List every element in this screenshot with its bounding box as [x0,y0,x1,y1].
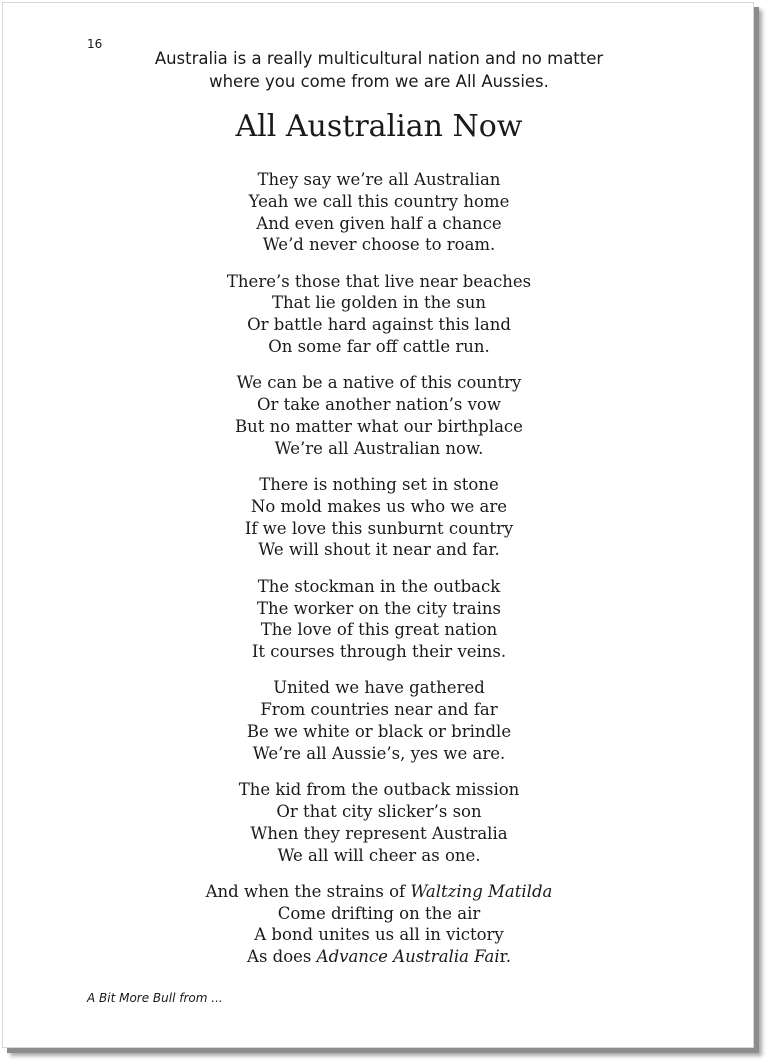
poem-line [103,881,655,903]
poem-line: Or take another nation’s vow [257,395,501,415]
poem-line: We’d never choose to roam. [262,235,496,255]
poem-line: On some far off cattle run. [268,337,490,357]
poem-line: Be we white or black or brindle [246,722,512,742]
stanza-8 [103,881,655,968]
poem-line: They say we’re all Australian [257,170,501,189]
poem-line: A bond unites us all in victory [254,925,504,945]
poem-line: Yeah we call this country home [248,191,510,211]
poem-line: Come drifting on the air [277,903,481,923]
poem-line: If we love this sunburnt country [244,518,514,538]
poem-line: We can be a native of this country [236,373,522,393]
poem-line: There’s those that live near beaches [226,271,532,291]
line-text: r. [499,947,511,967]
stanza-6 [103,677,655,764]
line-text: As does [247,947,317,967]
poem-line: The love of this great nation [260,620,498,640]
page-number: 16 [87,37,103,51]
poem-line: The worker on the city trains [257,598,501,618]
poem-line: No mold makes us who we are [250,496,508,516]
poem-line: When they represent Australia [250,823,508,843]
poem-line: From countries near and far [260,700,498,720]
book-page [2,2,754,1048]
intro-line: Australia is a really multicultural nation and no matter [154,49,604,68]
poem-line: Or that city slicker’s son [276,801,482,821]
song-title-italic: Waltzing Matilda [410,881,553,901]
poem-line: Or battle hard against this land [247,315,511,335]
intro-line: where you come from we are All Aussies. [209,72,549,91]
stanza-7 [103,779,655,866]
poem-title: All Australian Now [235,109,523,144]
poem-line: And even given half a chance [256,213,502,233]
stanza-4 [103,474,655,561]
poem-line: There is nothing set in stone [259,475,499,495]
poem-line: It courses through their veins. [251,642,507,662]
line-text: And when the strains of [205,881,411,901]
stanza-1 [103,169,655,256]
stanza-3 [103,372,655,459]
poem-line: We’re all Australian now. [274,438,484,458]
poem-body [103,169,655,983]
book-footer: A Bit More Bull from ... [87,991,223,1005]
poem-line: United we have gathered [273,678,485,698]
poem-line: But no matter what our birthplace [235,416,523,436]
poem-line: That lie golden in the sun [271,293,487,313]
stanza-2 [103,271,655,358]
poem-line: The kid from the outback mission [238,780,520,800]
stanza-5 [103,576,655,663]
song-title-italic: Advance Australia Fai [316,947,500,967]
poem-line: The stockman in the outback [257,576,501,596]
poem-line: We all will cheer as one. [277,845,481,865]
intro-text [103,47,655,93]
poem-line: We will shout it near and far. [258,540,500,560]
poem-line [103,946,655,968]
poem-line: We’re all Aussie’s, yes we are. [252,743,506,763]
